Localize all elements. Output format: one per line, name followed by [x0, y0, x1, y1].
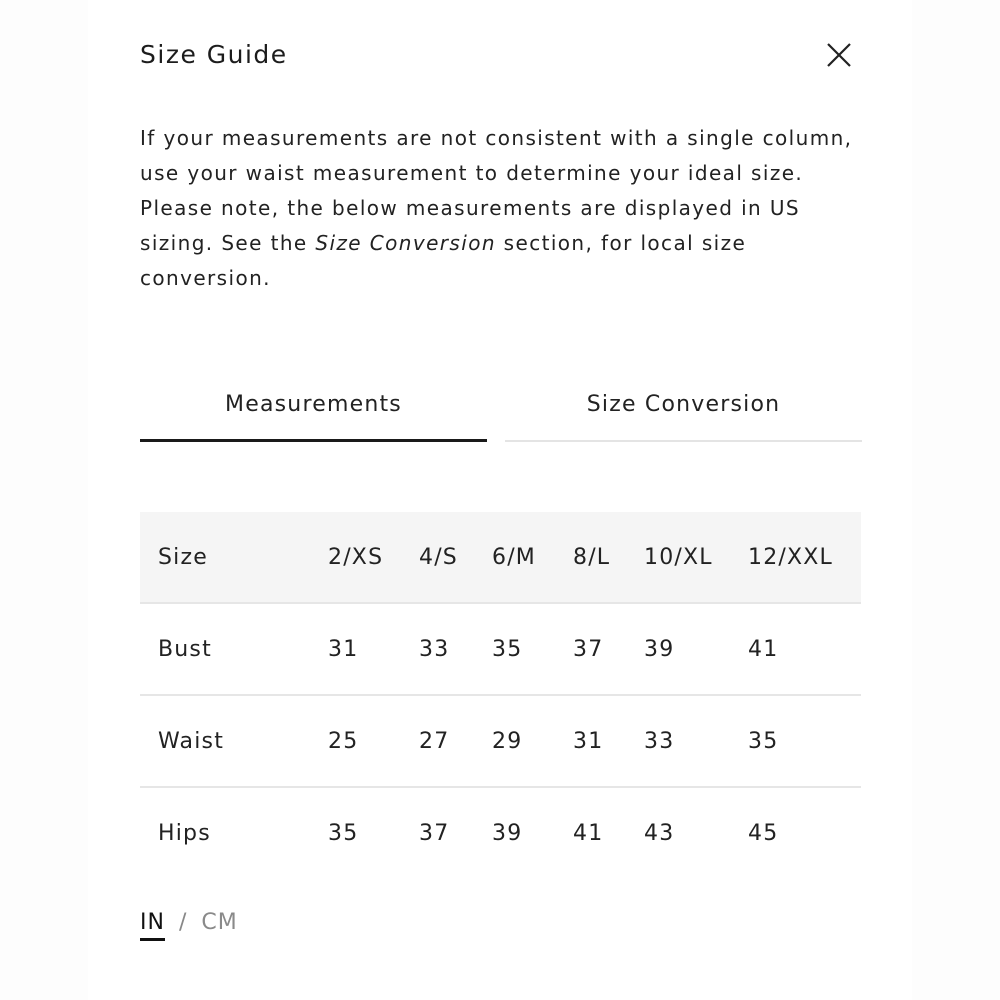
- unit-cm-button[interactable]: CM: [201, 910, 238, 935]
- header-cell: 6/M: [492, 512, 573, 603]
- table-cell: 27: [419, 695, 492, 787]
- row-label: Hips: [158, 820, 211, 846]
- table-cell: 31: [328, 603, 419, 695]
- header-cell: 2/XS: [328, 512, 419, 603]
- unit-separator: /: [178, 910, 188, 935]
- intro-text: [140, 121, 870, 296]
- table-cell: 37: [419, 820, 450, 846]
- table-row: [140, 787, 861, 878]
- tab-bar: [140, 380, 862, 442]
- intro-text-emphasis: Size Conversion: [315, 231, 496, 255]
- table-row: [140, 603, 861, 695]
- modal-title: Size Guide: [140, 40, 288, 69]
- unit-toggle: [140, 910, 238, 935]
- row-label: Bust: [140, 603, 328, 695]
- unit-in-button[interactable]: IN: [140, 910, 165, 941]
- table-cell: 39: [644, 603, 748, 695]
- table-cell: 35: [492, 603, 573, 695]
- header-cell: 12/XXL: [748, 512, 861, 603]
- tab-measurements[interactable]: Measurements: [140, 380, 487, 442]
- table-cell: 43: [644, 820, 675, 846]
- header-cell: 4/S: [419, 512, 492, 603]
- table-cell: 33: [419, 603, 492, 695]
- intro-text-part2: section, for local size conversion.: [140, 231, 747, 290]
- table-cell: 41: [748, 603, 861, 695]
- table-cell: 35: [748, 695, 861, 787]
- table-cell: 31: [573, 695, 644, 787]
- header-cell: 10/XL: [644, 512, 748, 603]
- row-label: Waist: [140, 695, 328, 787]
- close-icon: [822, 38, 856, 72]
- table-cell: 39: [492, 820, 523, 846]
- table-cell: 25: [328, 695, 419, 787]
- measurements-table: [140, 512, 861, 878]
- table-cell: 35: [328, 820, 359, 846]
- table-header-row: [140, 512, 861, 603]
- table-cell: 29: [492, 695, 573, 787]
- table-cell: 33: [644, 695, 748, 787]
- table-cell: 41: [573, 820, 604, 846]
- header-cell-size: Size: [140, 512, 328, 603]
- intro-text-part1: If your measurements are not consistent with a single column, use your waist measurement to determine your ideal size. Please note, the below measurements are displayed in US sizing. See the: [140, 126, 853, 255]
- tab-size-conversion[interactable]: Size Conversion: [505, 380, 862, 442]
- table-cell: 45: [748, 820, 779, 846]
- table-row: [140, 695, 861, 787]
- header-cell: 8/L: [573, 512, 644, 603]
- close-button[interactable]: [822, 38, 856, 72]
- table-cell: 37: [573, 603, 644, 695]
